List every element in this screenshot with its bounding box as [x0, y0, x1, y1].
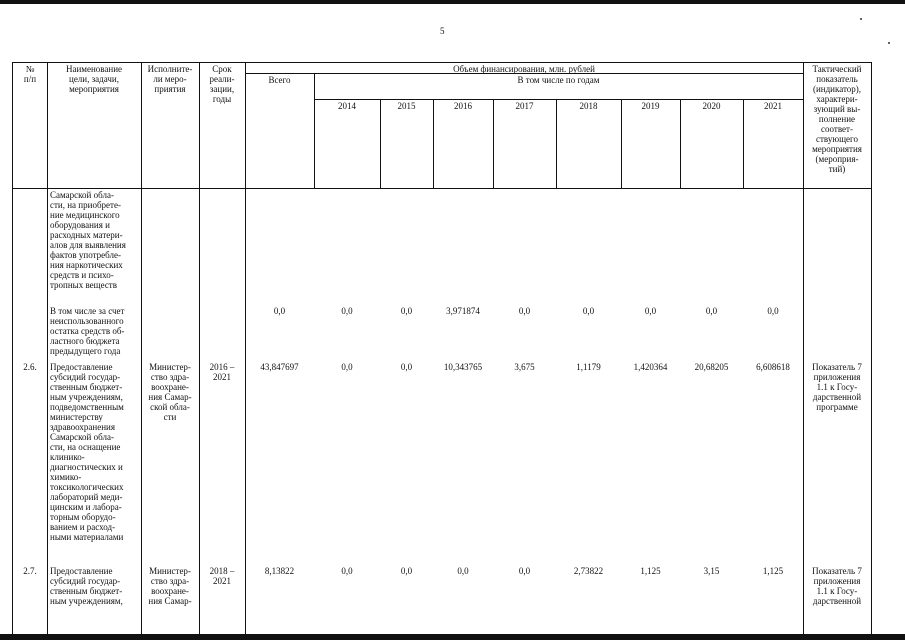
col-divider	[680, 99, 681, 188]
top-border	[0, 0, 905, 4]
header-num: № п/п	[23, 64, 37, 84]
col-divider	[621, 99, 622, 188]
funding-table	[12, 62, 872, 635]
row-value-2021: 1,125	[762, 566, 784, 576]
row-num: 2.6.	[23, 362, 37, 372]
row-value-2021: 6,608618	[756, 362, 790, 372]
row-value-2017: 0,0	[518, 306, 531, 316]
col-divider	[433, 99, 434, 188]
row-value-2020: 20,68205	[694, 362, 729, 372]
row-name: В том числе за счет неиспользованного остатка средств об- ластного бюджета предыдущего года	[50, 306, 125, 356]
row-value-2019: 0,0	[644, 306, 657, 316]
row-term: 2016 – 2021	[209, 362, 235, 382]
header-funding: Объем финансирования, млн. рублей	[453, 64, 595, 74]
header-term: Срок реали- зации, годы	[209, 64, 235, 104]
row-term: 2018 – 2021	[209, 566, 235, 586]
col-divider	[141, 63, 142, 635]
header-year-2017: 2017	[515, 101, 534, 111]
header-year-2021: 2021	[764, 101, 782, 111]
row-value-2017: 0,0	[518, 566, 531, 576]
header-executor: Исполните- ли меро- приятия	[147, 64, 193, 94]
header-year-2018: 2018	[579, 101, 598, 111]
header-year-2015: 2015	[397, 101, 416, 111]
header-by-years: В том числе по годам	[517, 75, 600, 85]
col-divider	[556, 99, 557, 188]
row-executor: Министер- ство здра- воохране- ния Самар-	[148, 566, 192, 606]
row-indicator: Показатель 7 приложения 1.1 к Госу- дарственной	[812, 566, 862, 606]
col-divider	[743, 99, 744, 188]
row-value-2018: 2,73822	[573, 566, 604, 576]
header-name: Наименование цели, задачи, мероприятия	[65, 64, 123, 94]
row-value-2015: 0,0	[400, 566, 413, 576]
header-line	[314, 99, 803, 100]
row-value-2018: 0,0	[582, 306, 595, 316]
row-name: Самарской обла- сти, на приобрете- ние медицинского оборудования и расходных матери- алов для выявления фактов употребле- ния наркотических средств и психо- тропных веществ	[50, 190, 126, 290]
row-value-2014: 0,0	[341, 362, 353, 372]
header-year-2014: 2014	[338, 101, 356, 111]
row-total: 43,847697	[260, 362, 299, 372]
header-total: Всего	[268, 75, 291, 85]
scan-speck	[860, 18, 862, 20]
row-value-2017: 3,675	[514, 362, 535, 372]
row-value-2018: 1,1179	[576, 362, 601, 372]
row-value-2021: 0,0	[767, 306, 779, 316]
row-executor: Министер- ство здра- воохране- ния Самар- ской обла- сти	[148, 362, 192, 422]
header-year-2019: 2019	[641, 101, 660, 111]
row-value-2019: 1,420364	[633, 362, 668, 372]
col-divider	[380, 99, 381, 188]
row-value-2015: 0,0	[400, 306, 413, 316]
row-value-2016: 3,971874	[446, 306, 480, 316]
row-value-2014: 0,0	[341, 566, 353, 576]
header-indicator: Тактический показатель (индикатор), характери- зующий вы- полнение соответ- ствующего мероприятия (мероприя- тий)	[812, 64, 862, 174]
col-divider	[245, 63, 246, 635]
col-divider	[493, 99, 494, 188]
row-name: Предоставление субсидий государ- ственным бюджет- ным учреждениям, подведомственным министерству здравоохранения Самарской обла- сти, на оснащение клинико- диагностических и химико- токсикологических лабораторий меди- цинским и лабора- торным оборудо- ванием и расход- ными материалами	[50, 362, 124, 542]
col-divider	[199, 63, 200, 635]
row-value-2015: 0,0	[400, 362, 413, 372]
page-number: 5	[440, 26, 445, 36]
row-value-2020: 0,0	[705, 306, 718, 316]
col-divider	[314, 73, 315, 188]
row-value-2019: 1,125	[640, 566, 661, 576]
row-value-2016: 10,343765	[443, 362, 483, 372]
header-year-2016: 2016	[454, 101, 472, 111]
header-year-2020: 2020	[702, 101, 721, 111]
row-indicator: Показатель 7 приложения 1.1 к Госу- дарственной программе	[812, 362, 862, 412]
row-value-2016: 0,0	[457, 566, 469, 576]
scan-speck	[888, 42, 890, 44]
row-value-2014: 0,0	[341, 306, 353, 316]
bottom-border	[0, 634, 905, 640]
row-total: 8,13822	[264, 566, 295, 576]
row-total: 0,0	[273, 306, 286, 316]
row-num: 2.7.	[23, 566, 37, 576]
row-value-2020: 3,15	[703, 566, 720, 576]
row-name: Предоставление субсидий государ- ственным бюджет- ным учреждениям,	[50, 566, 123, 606]
